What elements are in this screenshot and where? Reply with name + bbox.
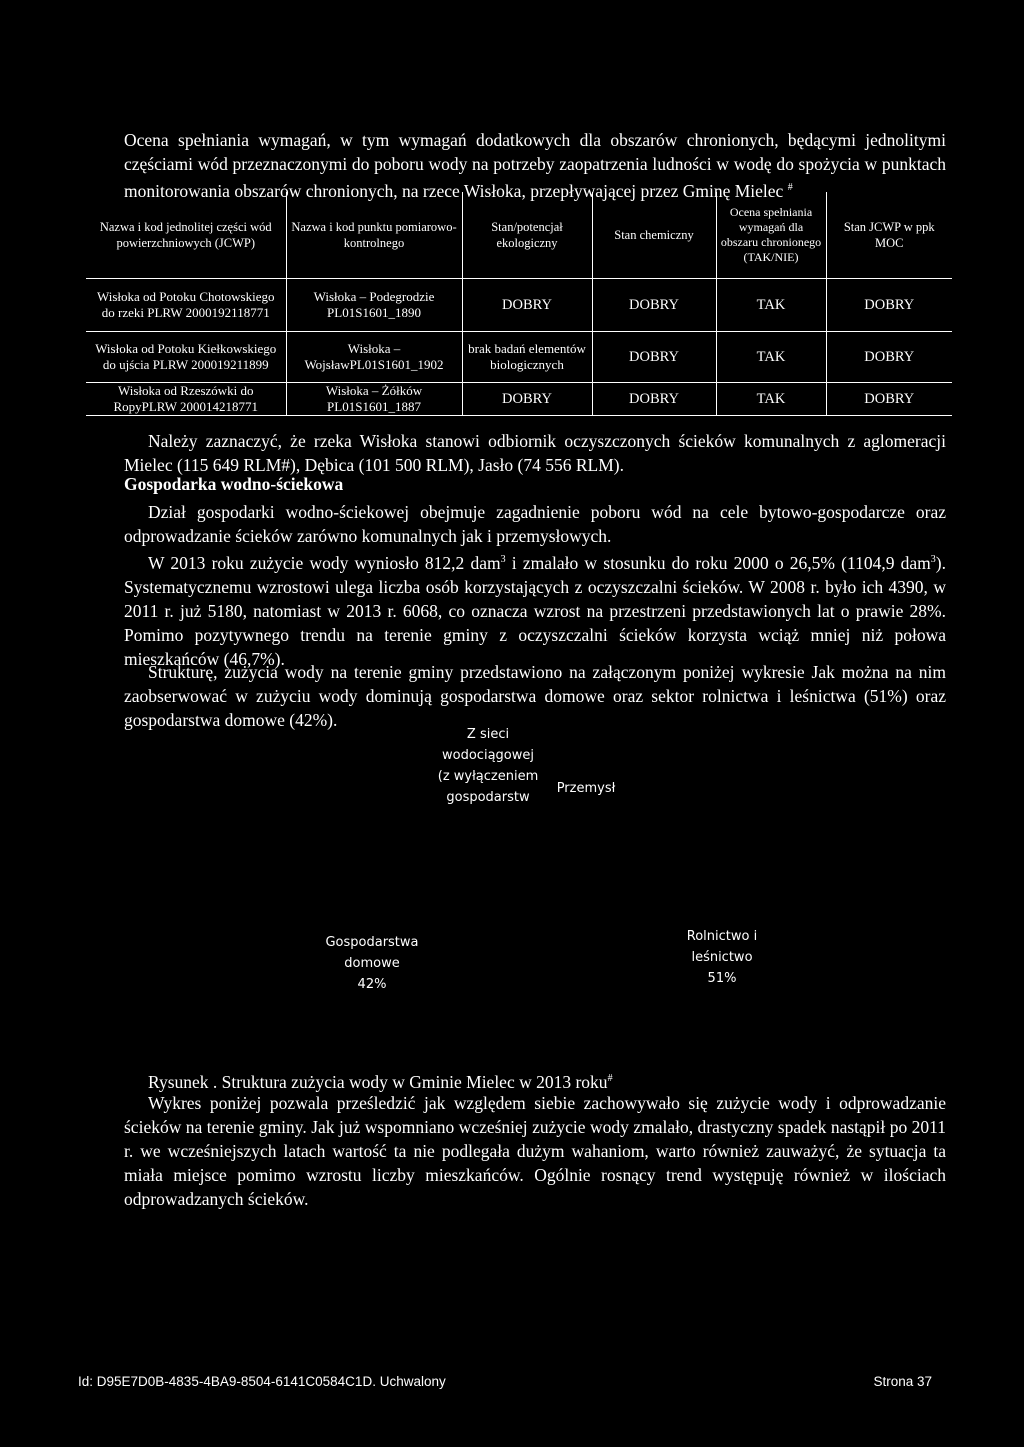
cell-status: DOBRY [826, 279, 952, 332]
header-point: Nazwa i kod punktu pomiarowo-kontrolnego [286, 192, 462, 279]
chart-label-network: Z sieci wodociągowej (z wyłączeniem gospodarstw [437, 727, 539, 805]
header-ecological: Stan/potencjał ekologiczny [462, 192, 592, 279]
water-status-table [86, 192, 952, 416]
header-jcwp-status: Stan JCWP w ppk MOC [826, 192, 952, 279]
section-title: Gospodarka wodno-ściekowa [124, 474, 344, 494]
paragraph-wisloka-receiver: Należy zaznaczyć, że rzeka Wisłoka stanowi odbiornik oczyszczonych ścieków komunalnych z aglomeracji Mielec (115 649 RLM#), Dębica (101 500 RLM), Jasło (74 556 RLM). [124, 431, 946, 475]
footer-page-number: Strona 37 [873, 1374, 932, 1389]
cell-status: DOBRY [826, 383, 952, 416]
paragraph-water-consumption: W 2013 roku zużycie wody wyniosło 812,2 dam$^3$ i zmalało w stosunku do roku 2000 o 26,5% (1104,9 dam$^3$). Systematycznemu wzrostowi ulega liczba osób korzystających z oczyszczalni ścieków. W 2008 r. było ich 4390, w 2011 r. już 5180, natomiast w 2013 r. 6068, co oznacza wzrost na przestrzeni przedstawionych lat o prawie 28%. Pomimo pozytywnego trendu na terenie gminy z oczyszczalni ścieków korzysta wciąż mniej niż połowa mieszkańców (46,7%). [124, 552, 946, 669]
footer-document-id: Id: D95E7D0B-4835-4BA9-8504-6141C0584C1D. Uchwalony [78, 1374, 446, 1389]
chart-label-agriculture: Rolnictwo i leśnictwo 51% [686, 929, 758, 986]
cell-assessment: TAK [716, 332, 826, 383]
header-jcwp: Nazwa i kod jednolitej części wód powierzchniowych (JCWP) [86, 192, 286, 279]
header-assessment: Ocena spełniania wymagań dla obszaru chronionego (TAK/NIE) [716, 192, 826, 279]
chart-label-industry: Przemysł [556, 781, 616, 796]
cell-point: Wisłoka – WojsławPL01S1601_1902 [286, 332, 462, 383]
cell-status: DOBRY [826, 332, 952, 383]
paragraph-consumption-trend: Wykres poniżej pozwala prześledzić jak względem siebie zachowywało się zużycie wody i odprowadzanie ścieków na terenie gminy. Jak już wspomniano wcześniej zużycie wody zmalało, drastyczny spadek nastąpił po 2011 r. we wcześniejszych latach wartość ta nie podlegała dużym wahaniom, warto również zauważyć, że sytuacja ta miała miejsce pomimo wzrostu liczby mieszkańców. Ogólnie rosnący trend występuję również w ilościach odprowadzanych ścieków. [124, 1093, 946, 1209]
cell-jcwp: Wisłoka od Potoku Kiełkowskiego do ujścia PLRW 200019211899 [86, 332, 286, 383]
heading-text: Ocena spełniania wymagań, w tym wymagań dodatkowych dla obszarów chronionych, będącymi jednolitymi częściami wód przeznaczonymi do poboru wody na potrzeby zaopatrzenia ludności w wodę do spożycia w punktach monitorowania obszarów chronionych, na rzece Wisłoka, przepływającej przez Gminę Mielec [124, 130, 946, 201]
cell-jcwp: Wisłoka od Potoku Chotowskiego do rzeki PLRW 2000192118771 [86, 279, 286, 332]
cell-point: Wisłoka – Żółków PL01S1601_1887 [286, 383, 462, 416]
table-header-row [86, 192, 952, 279]
cell-assessment: TAK [716, 279, 826, 332]
cell-jcwp: Wisłoka od Rzeszówki do RopyPLRW 200014218771 [86, 383, 286, 416]
heading-footnote-mark: # [787, 182, 793, 193]
cell-ecological: DOBRY [462, 279, 592, 332]
table-row [86, 279, 952, 332]
table-row [86, 332, 952, 383]
cell-assessment: TAK [716, 383, 826, 416]
chart-label-households: Gospodarstwa domowe 42% [325, 935, 419, 992]
figure-caption: Rysunek . Struktura zużycia wody w Gminie Mielec w 2013 roku# [148, 1071, 613, 1092]
cell-chemical: DOBRY [592, 383, 716, 416]
table-row [86, 383, 952, 416]
cell-ecological: brak badań elementów biologicznych [462, 332, 592, 383]
cell-ecological: DOBRY [462, 383, 592, 416]
paragraph-structure: Strukturę, zużycia wody na terenie gminy przedstawiono na załączonym poniżej wykresie Jak można na nim zaobserwować w zużyciu wody dominują gospodarstwa domowe oraz sektor rolnictwa i leśnictwa (51%) oraz gospodarstwa domowe (42%). [124, 662, 946, 730]
cell-chemical: DOBRY [592, 279, 716, 332]
cell-point: Wisłoka – Podegrodzie PL01S1601_1890 [286, 279, 462, 332]
cell-chemical: DOBRY [592, 332, 716, 383]
paragraph-water-management: Dział gospodarki wodno-ściekowej obejmuje zagadnienie poboru wód na cele bytowo-gospodarcze oraz odprowadzanie ścieków zarówno komunalnych jak i przemysłowych. [124, 502, 946, 546]
header-chemical: Stan chemiczny [592, 192, 716, 279]
